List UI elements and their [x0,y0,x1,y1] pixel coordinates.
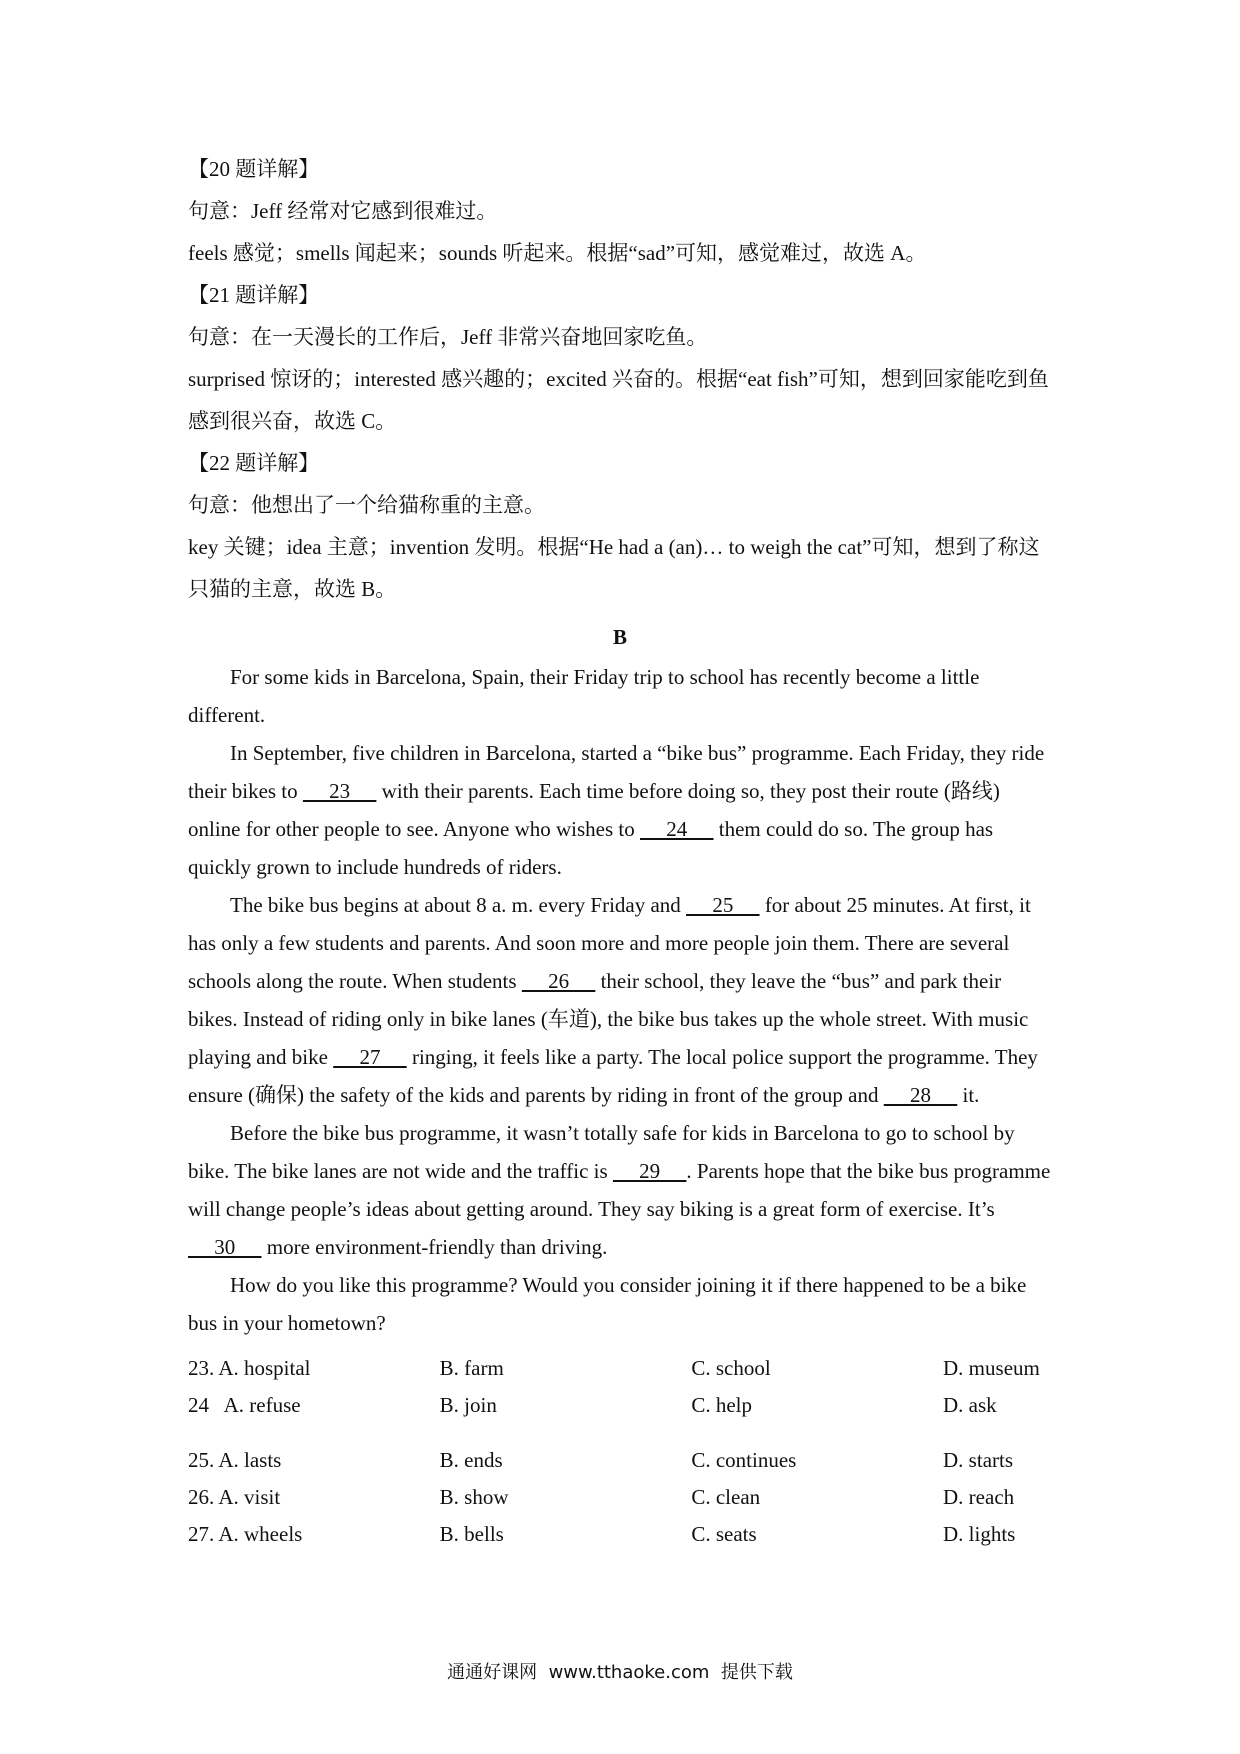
options-row-25 [188,1442,1052,1479]
q20-meaning: 句意：Jeff 经常对它感到很难过。 [188,199,498,223]
q22-meaning: 句意：他想出了一个给猫称重的主意。 [188,493,545,517]
option-b: B. bells [439,1522,504,1546]
q22-header: 【22 题详解】 [188,451,320,475]
blank-28: 28 [883,1083,958,1107]
option-b: B. show [439,1485,509,1509]
option-d: D. reach [943,1485,1015,1509]
option-d: D. starts [943,1448,1014,1472]
passage-text: ringing, it feels like a party. The local police support the programme. They ensure (确保) the safety of the kids and parents by riding in front of the group and [188,1045,1038,1107]
blank-25: 25 [686,893,760,917]
q20-header: 【20 题详解】 [188,157,320,181]
options-row-23 [188,1350,1052,1387]
passage-text: . Parents hope that the bike bus programme will change people’s ideas about getting around. They say biking is a great form of exercise. It’s [188,1159,1051,1221]
option-b: B. ends [439,1448,503,1472]
passage-text: more environment-friendly than driving. [261,1235,608,1259]
options-row-24 [188,1387,1052,1424]
blank-24: 24 [640,817,714,841]
option-a: 26. A. visit [188,1485,281,1509]
passage-paragraph-3 [188,886,1052,1114]
option-c: C. help [691,1393,753,1417]
passage-paragraph-4 [188,1114,1052,1266]
blank-26: 26 [521,969,596,993]
answer-options [188,1350,1052,1553]
q20-analysis: feels 感觉；smells 闻起来；sounds 听起来。根据“sad”可知，感觉难过，故选 A。 [188,241,927,265]
option-b: B. join [439,1393,497,1417]
passage-text: their school, they leave the “bus” and park their bikes. Instead of riding only in bike lanes (车道), the bike bus takes up the whole street. With music playing and bike [188,969,1029,1069]
blank-23: 23 [302,779,377,803]
passage-text: In September, five children in Barcelona, started a “bike bus” programme. Each Friday, they ride their bikes to [188,741,1045,803]
page-footer: 通通好课网 www.tthaoke.com 提供下载 [447,1662,793,1683]
passage-text: The bike bus begins at about 8 a. m. every Friday and [230,893,687,917]
passage-text: Before the bike bus programme, it wasn’t totally safe for kids in Barcelona to go to school by bike. The bike lanes are not wide and the traffic is [188,1121,1015,1183]
option-a: 27. A. wheels [188,1522,303,1546]
passage-paragraph-5: How do you like this programme? Would you consider joining it if there happened to be a bike bus in your hometown? [188,1273,1027,1335]
blank-27: 27 [333,1045,407,1069]
options-row-27 [188,1516,1052,1553]
options-row-26 [188,1479,1052,1516]
q22-analysis: key 关键；idea 主意；invention 发明。根据“He had a (an)… to weigh the cat”可知，想到了称这只猫的主意，故选 B。 [188,535,1040,601]
option-a: 25. A. lasts [188,1448,282,1472]
option-c: C. clean [691,1485,761,1509]
q21-meaning: 句意：在一天漫长的工作后，Jeff 非常兴奋地回家吃鱼。 [188,325,708,349]
q21-header: 【21 题详解】 [188,283,320,307]
blank-30: 30 [188,1235,262,1259]
passage-paragraph-1: For some kids in Barcelona, Spain, their Friday trip to school has recently become a little different. [188,665,980,727]
option-d: D. lights [943,1522,1016,1546]
section-title: B [612,625,627,649]
passage-paragraph-2 [188,734,1052,886]
option-c: C. continues [691,1448,797,1472]
option-d: D. ask [943,1393,997,1417]
blank-29: 29 [612,1159,687,1183]
page-content [188,148,1052,1553]
option-c: C. school [691,1356,771,1380]
option-b: B. farm [439,1356,504,1380]
option-a: 24 A. refuse [188,1393,301,1417]
passage-text: it. [957,1083,980,1107]
option-c: C. seats [691,1522,757,1546]
q21-analysis: surprised 惊讶的；interested 感兴趣的；excited 兴奋的。根据“eat fish”可知，想到回家能吃到鱼感到很兴奋，故选 C。 [188,367,1049,433]
passage-text: them could do so. The group has quickly grown to include hundreds of riders. [188,817,994,879]
option-d: D. museum [943,1356,1040,1380]
passage-text: for about 25 minutes. At first, it has only a few students and parents. And soon more and more people join them. There are several schools along the route. When students [188,893,1031,993]
passage-text: with their parents. Each time before doing so, they post their route (路线) online for other people to see. Anyone who wishes to [188,779,1000,841]
option-a: 23. A. hospital [188,1356,311,1380]
